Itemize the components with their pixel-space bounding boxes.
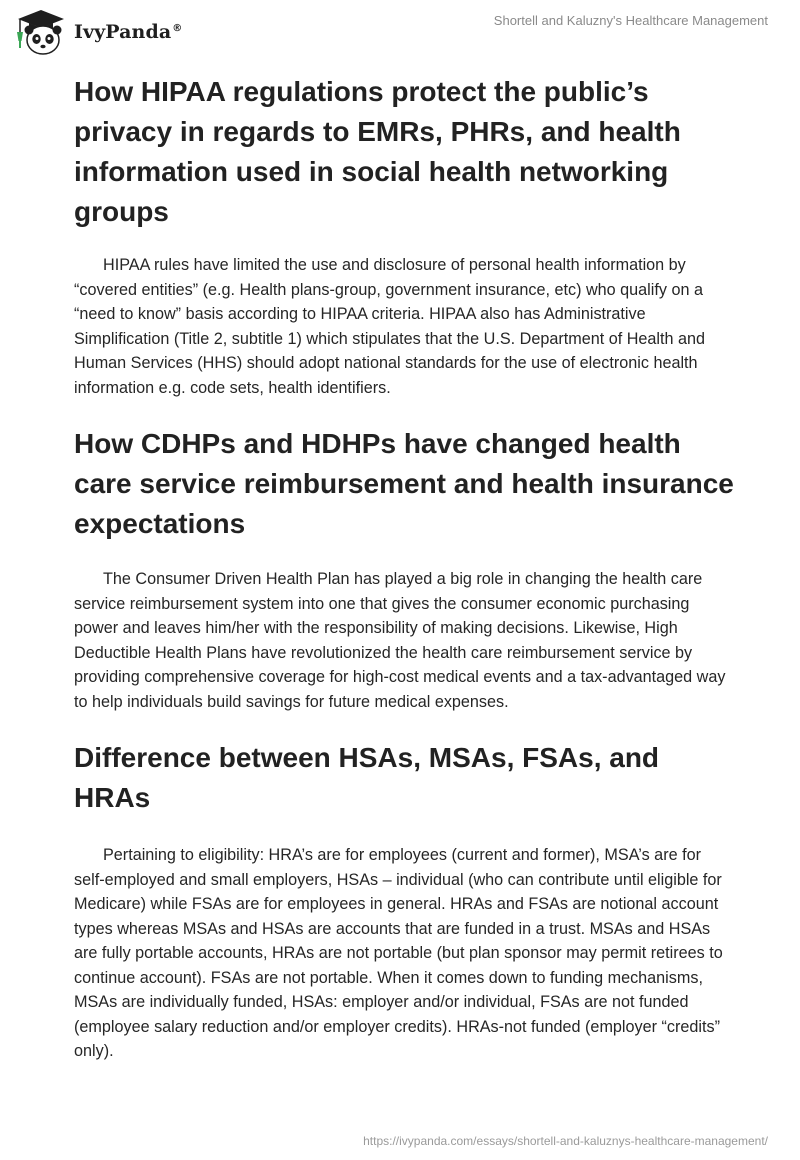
registered-mark: ® — [172, 22, 183, 34]
section-heading-accounts: Difference between HSAs, MSAs, FSAs, and HRAs — [74, 742, 660, 813]
section-paragraph-cdhp-hdhp: The Consumer Driven Health Plan has played a big role in changing the health care service reimbursement system into one that gives the consumer economic purchasing power and leaves him/her with the responsibility of making decisions. Likewise, High Deductible Health Plans have revolutionized the health care reimbursement service by providing comprehensive coverage for high-cost medical events and a tax-advantaged way to help individuals build savings for future medical expenses. — [74, 570, 726, 711]
brand-logo[interactable] — [14, 8, 182, 56]
source-url-link[interactable]: https://ivypanda.com/essays/shortell-and-kaluznys-healthcare-management/ — [363, 1134, 768, 1148]
section-paragraph-hipaa: HIPAA rules have limited the use and disclosure of personal health information by “covered entities” (e.g. Health plans-group, government insurance, etc) who qualify on a “need to know” basis according to HIPAA criteria. HIPAA also has Administrative Simplification (Title 2, subtitle 1) which stipulates that the U.S. Department of Health and Human Services (HHS) should adopt national standards for the use of electronic health information e.g. code sets, health identifiers. — [74, 256, 706, 397]
page-header — [0, 0, 800, 64]
section-heading-hipaa: How HIPAA regulations protect the public’s privacy in regards to EMRs, PHRs, and health information used in social health networking groups — [74, 76, 681, 227]
document-title: Shortell and Kaluzny's Healthcare Management — [493, 13, 768, 28]
brand-name-text: IvyPanda — [74, 21, 172, 43]
essay-content — [74, 72, 734, 1064]
brand-name — [74, 21, 182, 43]
panda-logo-icon — [14, 8, 68, 56]
section-heading-cdhp-hdhp: How CDHPs and HDHPs have changed health care service reimbursement and health insurance expectations — [74, 428, 734, 539]
section-paragraph-accounts: Pertaining to eligibility: HRA’s are for employees (current and former), MSA’s are for self-employed and small employers, HSAs – individual (who can contribute until eligible for Medicare) while FSAs are for employees in general. HRAs and FSAs are notional account types whereas MSAs and HSAs are accounts that are funded in a trust. MSAs and HSAs are fully portable accounts, HRAs are not portable (but plan sponsor may permit retirees to continue account). FSAs are not portable. When it comes down to funding mechanisms, MSAs are individually funded, HSAs: employer and/or individual, FSAs are not funded (employee salary reduction and/or employer credits). HRAs-not funded (employer “credits” only). — [74, 846, 723, 1060]
